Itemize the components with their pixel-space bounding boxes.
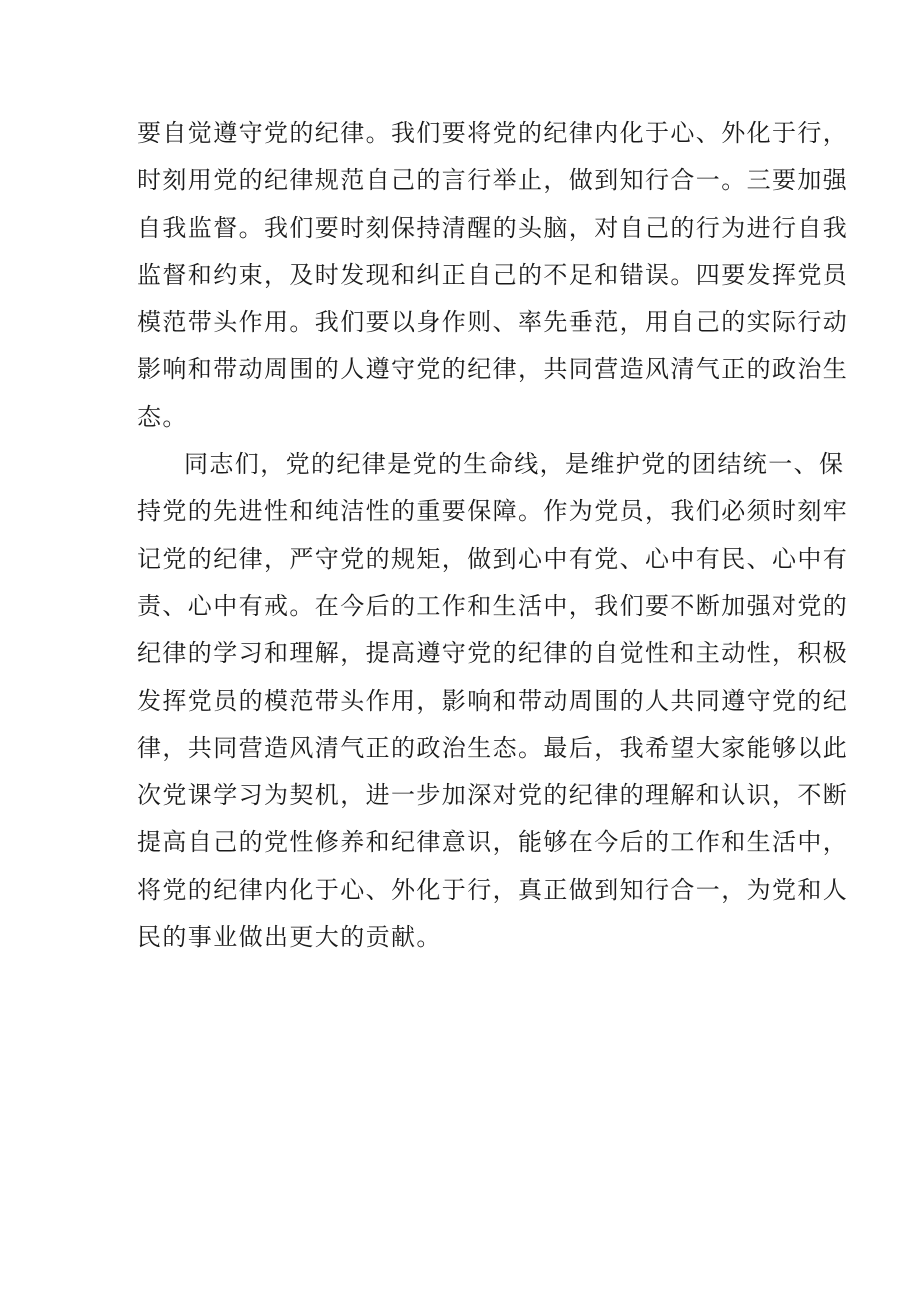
text-line: 次党课学习为契机，进一步加深对党的纪律的理解和认识，不断: [137, 781, 849, 810]
text-line: 时刻用党的纪律规范自己的言行举止，做到知行合一。三要加强: [137, 166, 849, 195]
document-body: [137, 110, 849, 961]
text-line: 态。: [137, 402, 188, 431]
text-line: 民的事业做出更大的贡献。: [137, 923, 442, 952]
text-line: 责、心中有戒。在今后的工作和生活中，我们要不断加强对党的: [137, 591, 849, 620]
text-line: 记党的纪律，严守党的规矩，做到心中有党、心中有民、心中有: [137, 544, 849, 573]
text-line: 将党的纪律内化于心、外化于行，真正做到知行合一，为党和人: [137, 875, 849, 904]
text-line: 自我监督。我们要时刻保持清醒的头脑，对自己的行为进行自我: [137, 213, 849, 242]
text-line: 律，共同营造风清气正的政治生态。最后，我希望大家能够以此: [137, 733, 849, 762]
text-line: 影响和带动周围的人遵守党的纪律，共同营造风清气正的政治生: [137, 355, 849, 384]
text-line: 同志们，党的纪律是党的生命线，是维护党的团结统一、保: [184, 450, 845, 479]
text-line: 要自觉遵守党的纪律。我们要将党的纪律内化于心、外化于行，: [137, 119, 849, 147]
text-line: 监督和约束，及时发现和纠正自己的不足和错误。四要发挥党员: [137, 260, 849, 289]
text-line: 模范带头作用。我们要以身作则、率先垂范，用自己的实际行动: [137, 308, 849, 337]
text-line: 发挥党员的模范带头作用，影响和带动周围的人共同遵守党的纪: [137, 686, 849, 715]
text-line: 提高自己的党性修养和纪律意识，能够在今后的工作和生活中，: [137, 828, 849, 857]
paragraph-1: [137, 110, 849, 441]
paragraph-2: [137, 441, 849, 961]
text-line: 纪律的学习和理解，提高遵守党的纪律的自觉性和主动性，积极: [137, 639, 849, 668]
text-line: 持党的先进性和纯洁性的重要保障。作为党员，我们必须时刻牢: [137, 497, 849, 526]
